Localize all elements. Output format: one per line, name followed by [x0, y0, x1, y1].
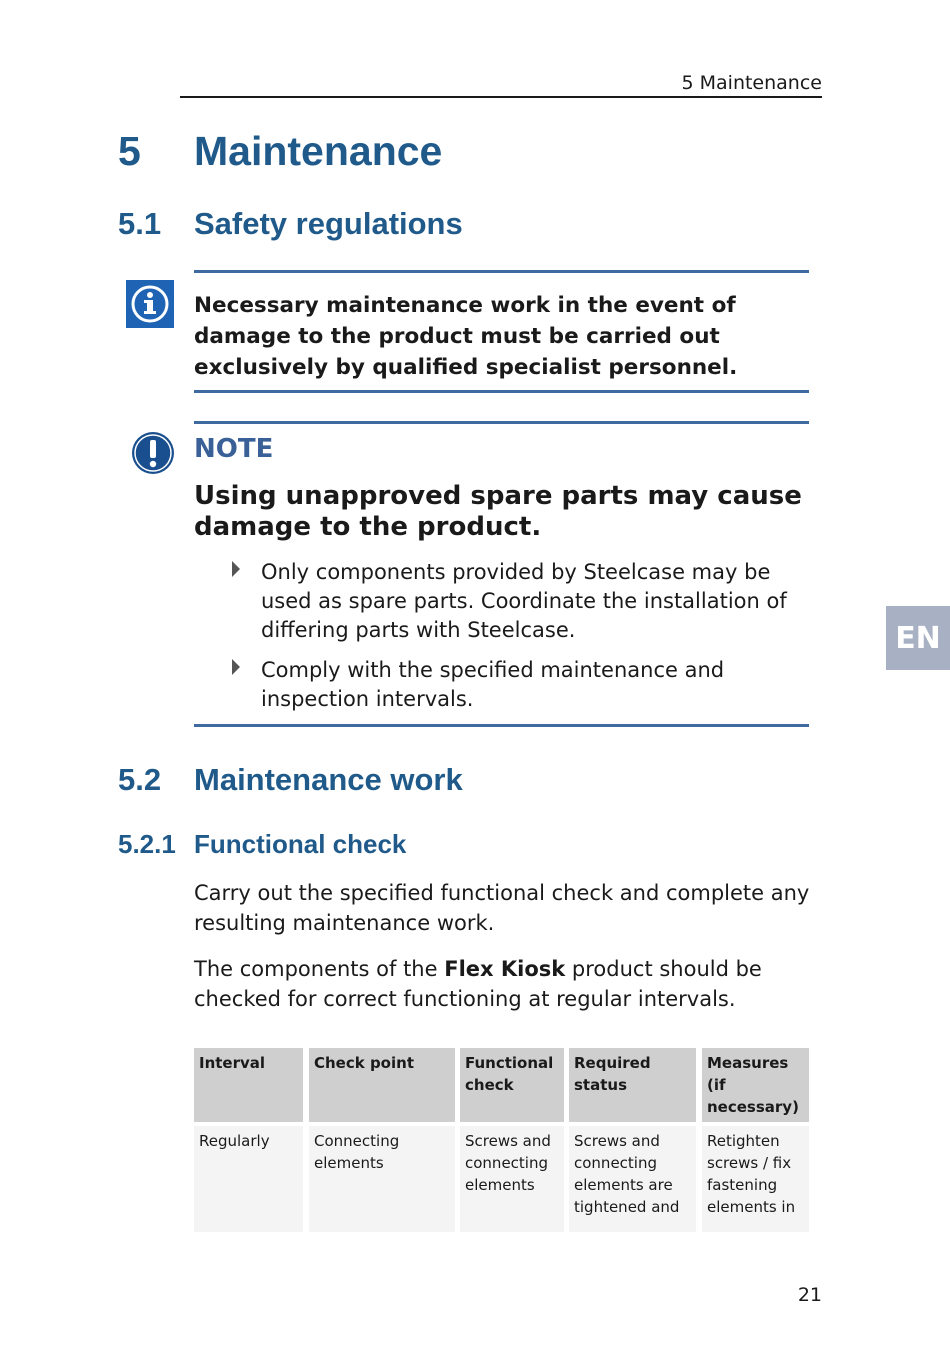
table-cell: Screws and connecting elements — [460, 1126, 564, 1232]
table-cell: Screws and connecting elements are tightened and — [569, 1126, 696, 1232]
table-header-cell: Required status — [569, 1048, 696, 1122]
bullet-text: Only components provided by Steelcase may be used as spare parts. Coordinate the installation of differing parts with Steelcase. — [261, 560, 787, 642]
product-name: Flex Kiosk — [444, 957, 566, 981]
table-header-cell: Interval — [194, 1048, 303, 1122]
page-number: 21 — [797, 1284, 822, 1306]
bullet-text: Comply with the specified maintenance and inspection intervals. — [261, 658, 725, 711]
chapter-number: 5 — [118, 128, 141, 174]
section-number: 5.1 — [118, 206, 162, 241]
table-header-cell: Functional check — [460, 1048, 564, 1122]
running-header: 5 Maintenance — [681, 72, 822, 94]
list-item — [230, 558, 815, 645]
list-item — [230, 656, 815, 714]
table-header-cell: Measures (if necessary) — [702, 1048, 809, 1122]
note-title: Using unapproved spare parts may cause damage to the product. — [194, 481, 802, 542]
table-cell: Retighten screws / fix fastening elements in — [702, 1126, 809, 1232]
running-header-rule — [180, 96, 822, 98]
info-text: Necessary maintenance work in the event of damage to the product must be carried out exclusively by qualified specialist personnel. — [194, 293, 738, 380]
table-cell: Regularly — [194, 1126, 303, 1232]
section-number: 5.2 — [118, 762, 162, 797]
triangle-bullet-icon — [232, 561, 240, 577]
table-header-cell: Check point — [309, 1048, 455, 1122]
subsection-number: 5.2.1 — [118, 829, 176, 859]
chapter-title: Maintenance — [194, 128, 443, 174]
subsection-title: Functional check — [194, 829, 407, 859]
info-icon — [126, 280, 174, 328]
note-bullet-list — [230, 558, 815, 725]
paragraph: The components of the Flex Kiosk product should be checked for correct functioning at regular intervals. — [194, 957, 762, 1011]
exclamation-icon — [130, 430, 176, 476]
note-box-bottom-rule — [194, 724, 809, 727]
table-cell: Connecting elements — [309, 1126, 455, 1232]
language-tab: EN — [886, 606, 950, 670]
note-box-top-rule — [194, 421, 809, 424]
section-title: Maintenance work — [194, 762, 463, 797]
paragraph: Carry out the specified functional check and complete any resulting maintenance work. — [194, 881, 810, 935]
note-label: NOTE — [194, 434, 274, 464]
info-box-top-rule — [194, 270, 809, 273]
triangle-bullet-icon — [232, 659, 240, 675]
info-box-bottom-rule — [194, 390, 809, 393]
section-title: Safety regulations — [194, 206, 463, 241]
